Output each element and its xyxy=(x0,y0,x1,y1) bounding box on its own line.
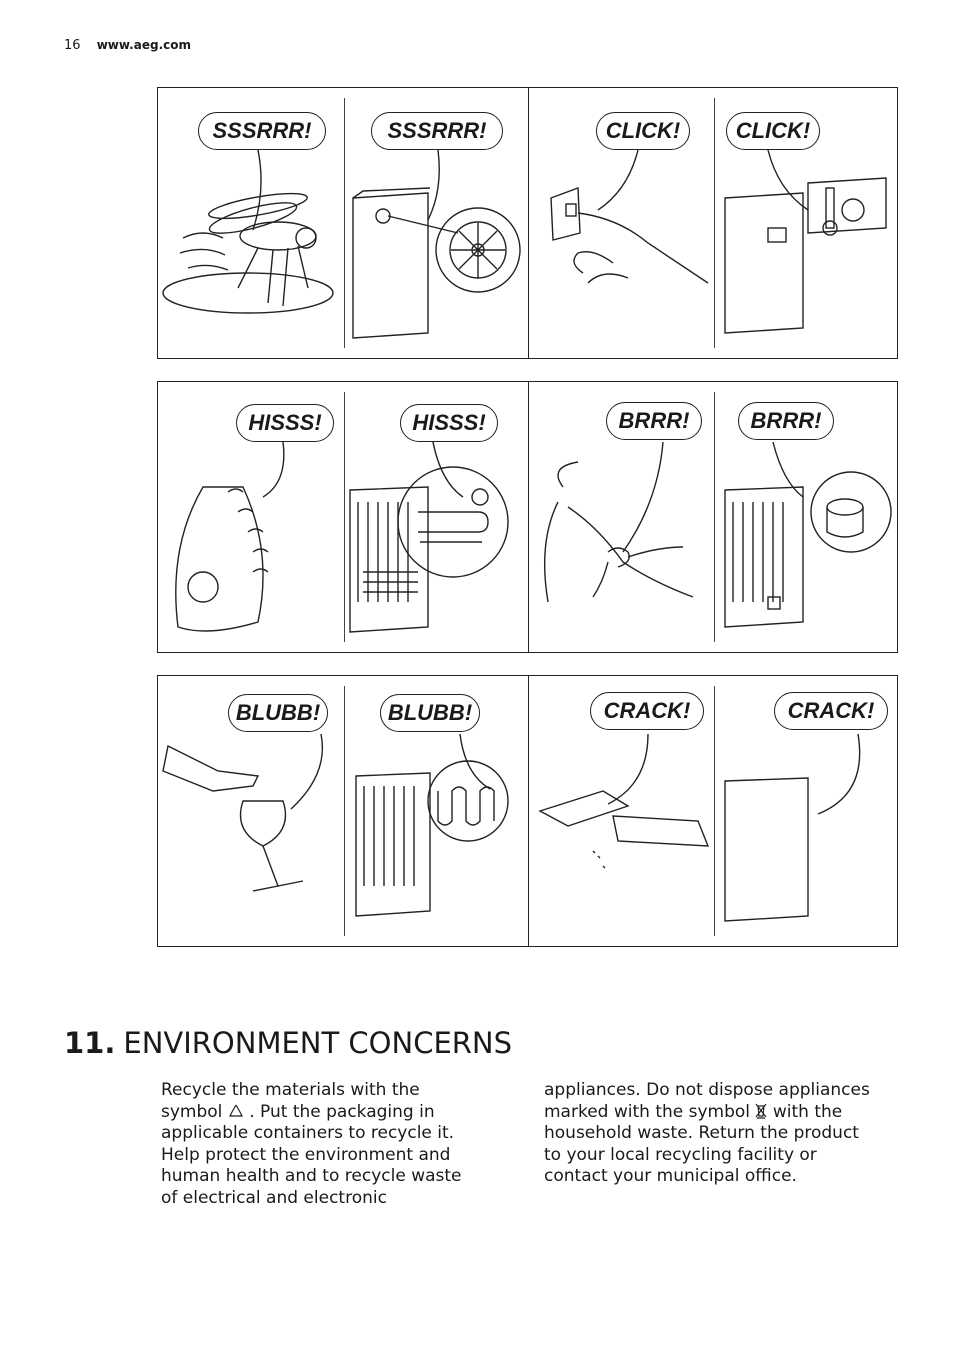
section-title-text: ENVIRONMENT CONCERNS xyxy=(123,1026,513,1060)
sound-bubble: CLICK! xyxy=(726,112,820,150)
sound-bubble: HISSS! xyxy=(400,404,498,442)
crossed-bin-icon xyxy=(755,1103,767,1119)
noise-panel-1 xyxy=(157,87,898,359)
body-column-1 xyxy=(161,1080,471,1209)
sound-bubble: CLICK! xyxy=(596,112,690,150)
sound-bubble: CRACK! xyxy=(590,692,704,730)
sound-bubble: CRACK! xyxy=(774,692,888,730)
sound-bubble: SSSRRR! xyxy=(371,112,503,150)
bottle-wine-glass-illustration xyxy=(163,746,303,891)
fridge-coil-illustration xyxy=(350,467,508,632)
body-text: with the household waste. Return the product to your local recycling facility or contact your municipal office. xyxy=(544,1101,859,1186)
fridge-wavy-coil-illustration xyxy=(356,761,508,916)
sound-bubble: BRRR! xyxy=(738,402,834,440)
body-column-2 xyxy=(544,1080,870,1188)
fridge-fan-illustration xyxy=(353,188,520,338)
section-heading xyxy=(64,1026,512,1060)
cat-illustration xyxy=(545,462,693,602)
recycle-icon xyxy=(228,1103,244,1119)
fridge-plain-illustration xyxy=(725,778,808,921)
sound-bubble: HISSS! xyxy=(236,404,334,442)
sound-bubble: BLUBB! xyxy=(380,694,480,732)
fridge-compressor-illustration xyxy=(725,472,891,627)
hand-button-illustration xyxy=(551,188,708,283)
fly-illustration xyxy=(163,188,333,313)
noise-panel-2 xyxy=(157,381,898,653)
section-number: 11. xyxy=(64,1026,116,1060)
body-text: . Put the packaging in applicable containers to recycle it. Help protect the environment and human health and to recycle waste of electrical and electronic xyxy=(161,1101,462,1208)
page-number: 16 xyxy=(64,38,81,53)
body-paragraph xyxy=(544,1080,870,1188)
site-url: www.aeg.com xyxy=(96,38,191,52)
noise-panel-3 xyxy=(157,675,898,947)
sound-bubble: BLUBB! xyxy=(228,694,328,732)
sound-bubble: SSSRRR! xyxy=(198,112,326,150)
page-header xyxy=(64,38,191,53)
iron-illustration xyxy=(176,487,268,631)
body-text: Recycle the materials with the symbol xyxy=(161,1080,420,1122)
fridge-thermostat-illustration xyxy=(725,178,886,333)
body-paragraph xyxy=(161,1080,471,1209)
sound-bubble: BRRR! xyxy=(606,402,702,440)
ice-tray-illustration xyxy=(540,791,708,868)
body-text: appliances. Do not dispose appliances marked with the symbol xyxy=(544,1080,870,1122)
